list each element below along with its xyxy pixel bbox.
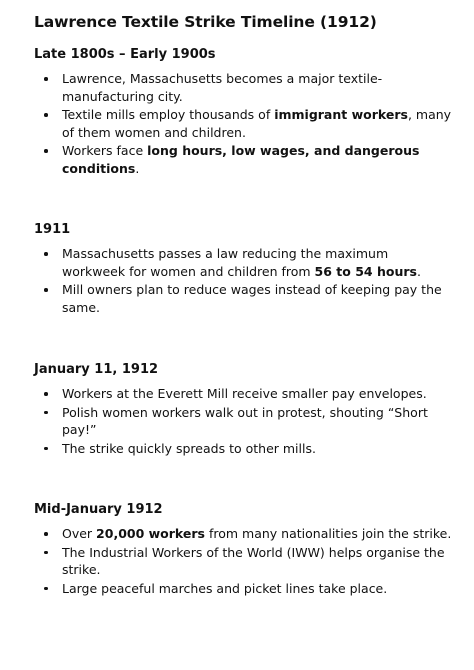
bullet-item [62,281,454,316]
bullet-text: Workers face [62,143,148,158]
bullet-list [34,525,454,597]
bullet-text: Over [62,526,97,541]
bullet-item [62,142,454,177]
section-heading: January 11, 1912 [34,362,159,377]
bullet-emphasis: long hours, low wages, and dangerous conditions [62,143,420,176]
bullet-item [62,70,454,105]
bullet-text: Textile mills employ thousands of [62,107,275,122]
bullet-list [34,245,454,316]
bullet-text: . [135,160,140,176]
timeline-section [34,222,454,316]
bullet-text: Lawrence, Massachusetts becomes a major textile-manufacturing city. [62,71,383,104]
bullet-text: The strike quickly spreads to other mills. [62,440,316,456]
bullet-text: from many nationalities join the strike. [205,526,452,541]
bullet-item [62,440,454,458]
bullet-text: Large peaceful marches and picket lines take place. [62,580,388,596]
section-heading: 1911 [34,222,71,237]
timeline-section [34,502,454,597]
bullet-item [62,385,454,403]
bullet-emphasis: 56 to 54 hours [314,263,417,279]
bullet-emphasis: immigrant workers [274,107,408,122]
timeline-section [34,362,454,457]
section-heading: Mid-January 1912 [34,502,163,517]
bullet-emphasis: 20,000 workers [96,526,205,541]
bullet-text: The Industrial Workers of the World (IWW) helps organise the strike. [62,544,445,577]
bullet-item [62,525,454,543]
bullet-item [62,544,454,579]
bullet-list [34,70,454,177]
bullet-text: . [416,263,421,279]
bullet-text: , many of them women and children. [62,107,452,140]
bullet-text: Massachusetts passes a law reducing the maximum workweek for women and children from [62,246,389,279]
bullet-item [62,580,454,598]
bullet-text: Workers at the Everett Mill receive smaller pay envelopes. [62,386,427,401]
bullet-text: Polish women workers walk out in protest, shouting “Short pay!” [62,404,428,437]
section-heading: Late 1800s – Early 1900s [34,47,216,62]
bullet-list [34,385,454,457]
bullet-item [62,106,454,141]
bullet-item [62,245,454,280]
timeline-section [34,47,454,177]
bullet-item [62,404,454,439]
document-title: Lawrence Textile Strike Timeline (1912) [34,13,377,31]
bullet-text: Mill owners plan to reduce wages instead of keeping pay the same. [62,282,442,315]
